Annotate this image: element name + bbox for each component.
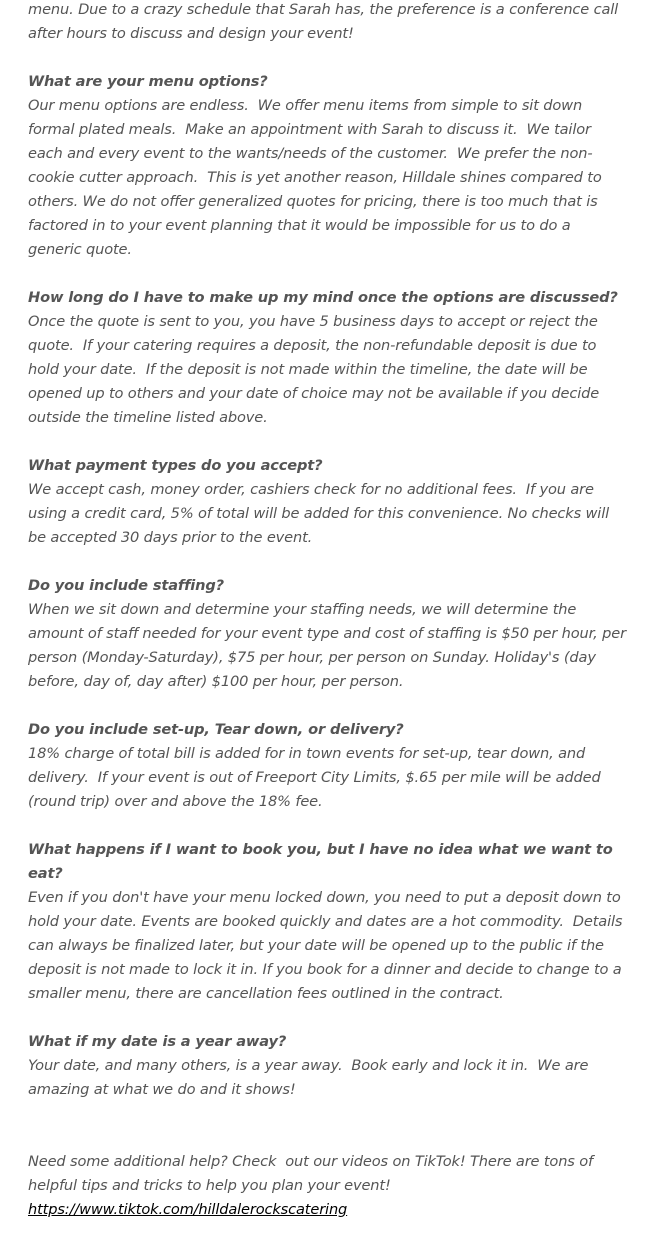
spacer [28,694,628,718]
faq-question: What happens if I want to book you, but I have no idea what we want to eat? [28,841,613,882]
help-text: Need some additional help? Check out our videos on TikTok! There are tons of helpful tips and tricks to help you plan your event! [28,1153,598,1194]
faq-question: How long do I have to make up my mind once the options are discussed? [28,289,618,306]
intro-line-1: menu. Due to a crazy schedule that Sarah has, the preference is a conference call [28,1,619,18]
spacer [28,46,628,70]
faq-question: Do you include staffing? [28,577,225,594]
faq-question: What payment types do you accept? [28,457,323,474]
faq-question: Do you include set-up, Tear down, or delivery? [28,721,404,738]
faq-answer: We accept cash, money order, cashiers check for no additional fees. If you are using a credit card, 5% of total will be added for this convenience. No checks will be accepted 30 days prior to the event. [28,481,614,546]
spacer [28,550,628,574]
faq-item-no-menu-idea [28,838,628,1006]
spacer [28,262,628,286]
faq-answer: Your date, and many others, is a year away. Book early and lock it in. We are amazing at what we do and it shows! [28,1057,593,1098]
faq-item-menu-options [28,70,628,262]
faq-item-setup-delivery [28,718,628,814]
spacer [28,1006,628,1030]
faq-question: What if my date is a year away? [28,1033,287,1050]
faq-answer: Our menu options are endless. We offer menu items from simple to sit down formal plated meals. Make an appointment with Sarah to discuss it. We tailor each and every event to the wants/needs of the customer. We prefer the non-cookie cutter approach. This is yet another reason, Hilldale shines compared to others. We do not offer generalized quotes for pricing, there is too much that is factored in to your event planning that it would be impossible for us to do a generic quote. [28,97,607,258]
faq-item-staffing [28,574,631,694]
faq-content [28,0,631,1222]
faq-answer: When we sit down and determine your staffing needs, we will determine the amount of staff needed for your event type and cost of staffing is $50 per hour, per person (Monday-Saturday), $75 per hour, per person on Sunday. Holiday's (day before, day of, day after) $100 per hour, per person. [28,601,631,690]
faq-answer: Even if you don't have your menu locked down, you need to put a deposit down to hold your date. Events are booked quickly and dates are a hot commodity. Details can always be finalized later, but your date will be opened up to the public if the deposit is not made to lock it in. If you book for a dinner and decide to change to a smaller menu, there are cancellation fees outlined in the contract. [28,889,627,1002]
faq-answer: 18% charge of total bill is added for in town events for set-up, tear down, and delivery. If your event is out of Freeport City Limits, $.65 per mile will be added (round trip) over and above the 18% fee. [28,745,606,810]
tiktok-link[interactable]: https://www.tiktok.com/hilldalerockscatering [28,1201,348,1218]
faq-item-decision-time [28,286,628,430]
faq-item-year-away [28,1030,628,1102]
faq-question: What are your menu options? [28,73,268,90]
faq-item-payment-types [28,454,628,550]
spacer [28,814,628,838]
intro-line-2: after hours to discuss and design your event! [28,25,354,42]
spacer [28,1102,628,1150]
faq-answer: Once the quote is sent to you, you have 5 business days to accept or reject the quote. If your catering requires a deposit, the non-refundable deposit is due to hold your date. If the deposit is not made within the timeline, the date will be opened up to others and your date of choice may not be available if you decide outside the timeline listed above. [28,313,604,426]
help-section [28,1150,628,1222]
spacer [28,430,628,454]
